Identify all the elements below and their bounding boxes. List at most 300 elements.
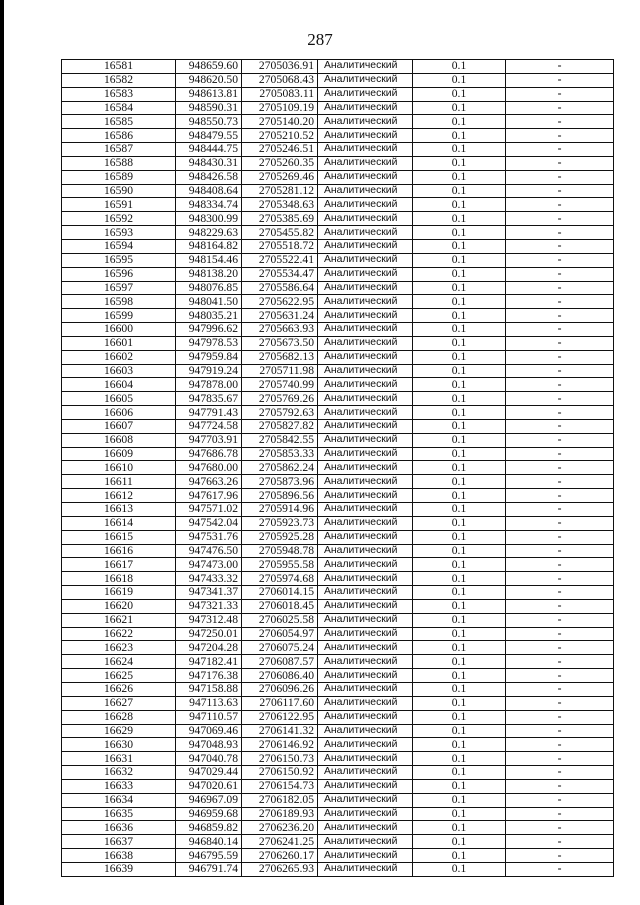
- y-coordinate-cell: 2705948.78: [242, 544, 318, 558]
- method-cell: Аналитический: [318, 226, 413, 240]
- description-cell: -: [506, 558, 614, 572]
- point-id-cell: 16630: [62, 738, 176, 752]
- accuracy-cell: 0.1: [413, 779, 506, 793]
- method-cell: Аналитический: [318, 350, 413, 364]
- accuracy-cell: 0.1: [413, 669, 506, 683]
- method-cell: Аналитический: [318, 336, 413, 350]
- accuracy-cell: 0.1: [413, 267, 506, 281]
- point-id-cell: 16635: [62, 807, 176, 821]
- y-coordinate-cell: 2706260.17: [242, 849, 318, 863]
- accuracy-cell: 0.1: [413, 613, 506, 627]
- x-coordinate-cell: 946795.59: [176, 849, 242, 863]
- y-coordinate-cell: 2705873.96: [242, 475, 318, 489]
- point-id-cell: 16588: [62, 156, 176, 170]
- method-cell: Аналитический: [318, 779, 413, 793]
- point-id-cell: 16582: [62, 73, 176, 87]
- point-id-cell: 16601: [62, 336, 176, 350]
- table-row: [62, 724, 614, 738]
- x-coordinate-cell: 947250.01: [176, 627, 242, 641]
- y-coordinate-cell: 2705518.72: [242, 239, 318, 253]
- table-row: [62, 766, 614, 780]
- accuracy-cell: 0.1: [413, 696, 506, 710]
- method-cell: Аналитический: [318, 682, 413, 696]
- method-cell: Аналитический: [318, 87, 413, 101]
- x-coordinate-cell: 947113.63: [176, 696, 242, 710]
- point-id-cell: 16612: [62, 489, 176, 503]
- description-cell: -: [506, 419, 614, 433]
- table-row: [62, 558, 614, 572]
- accuracy-cell: 0.1: [413, 447, 506, 461]
- method-cell: Аналитический: [318, 406, 413, 420]
- point-id-cell: 16607: [62, 419, 176, 433]
- table-row: [62, 710, 614, 724]
- description-cell: -: [506, 627, 614, 641]
- method-cell: Аналитический: [318, 281, 413, 295]
- table-row: [62, 475, 614, 489]
- accuracy-cell: 0.1: [413, 323, 506, 337]
- accuracy-cell: 0.1: [413, 682, 506, 696]
- x-coordinate-cell: 947542.04: [176, 516, 242, 530]
- page-number: 287: [307, 30, 333, 49]
- table-row: [62, 807, 614, 821]
- coordinates-table-container: [61, 59, 613, 877]
- description-cell: -: [506, 129, 614, 143]
- accuracy-cell: 0.1: [413, 281, 506, 295]
- method-cell: Аналитический: [318, 309, 413, 323]
- table-row: [62, 447, 614, 461]
- y-coordinate-cell: 2706150.73: [242, 752, 318, 766]
- table-row: [62, 267, 614, 281]
- description-cell: -: [506, 295, 614, 309]
- accuracy-cell: 0.1: [413, 101, 506, 115]
- y-coordinate-cell: 2705140.20: [242, 115, 318, 129]
- table-row: [62, 613, 614, 627]
- point-id-cell: 16609: [62, 447, 176, 461]
- table-row: [62, 212, 614, 226]
- method-cell: Аналитический: [318, 530, 413, 544]
- description-cell: -: [506, 613, 614, 627]
- table-row: [62, 793, 614, 807]
- x-coordinate-cell: 947176.38: [176, 669, 242, 683]
- method-cell: Аналитический: [318, 766, 413, 780]
- method-cell: Аналитический: [318, 572, 413, 586]
- x-coordinate-cell: 947433.32: [176, 572, 242, 586]
- accuracy-cell: 0.1: [413, 198, 506, 212]
- method-cell: Аналитический: [318, 738, 413, 752]
- accuracy-cell: 0.1: [413, 627, 506, 641]
- x-coordinate-cell: 946859.82: [176, 821, 242, 835]
- point-id-cell: 16583: [62, 87, 176, 101]
- accuracy-cell: 0.1: [413, 849, 506, 863]
- y-coordinate-cell: 2706117.60: [242, 696, 318, 710]
- method-cell: Аналитический: [318, 710, 413, 724]
- accuracy-cell: 0.1: [413, 87, 506, 101]
- y-coordinate-cell: 2706025.58: [242, 613, 318, 627]
- table-row: [62, 544, 614, 558]
- table-row: [62, 779, 614, 793]
- description-cell: -: [506, 267, 614, 281]
- point-id-cell: 16610: [62, 461, 176, 475]
- description-cell: -: [506, 198, 614, 212]
- description-cell: -: [506, 87, 614, 101]
- accuracy-cell: 0.1: [413, 821, 506, 835]
- x-coordinate-cell: 947978.53: [176, 336, 242, 350]
- description-cell: -: [506, 170, 614, 184]
- x-coordinate-cell: 947617.96: [176, 489, 242, 503]
- method-cell: Аналитический: [318, 267, 413, 281]
- table-row: [62, 309, 614, 323]
- y-coordinate-cell: 2705281.12: [242, 184, 318, 198]
- method-cell: Аналитический: [318, 793, 413, 807]
- accuracy-cell: 0.1: [413, 184, 506, 198]
- point-id-cell: 16638: [62, 849, 176, 863]
- y-coordinate-cell: 2705792.63: [242, 406, 318, 420]
- point-id-cell: 16599: [62, 309, 176, 323]
- table-row: [62, 156, 614, 170]
- table-row: [62, 198, 614, 212]
- point-id-cell: 16621: [62, 613, 176, 627]
- x-coordinate-cell: 947048.93: [176, 738, 242, 752]
- description-cell: -: [506, 752, 614, 766]
- point-id-cell: 16627: [62, 696, 176, 710]
- point-id-cell: 16604: [62, 378, 176, 392]
- y-coordinate-cell: 2705622.95: [242, 295, 318, 309]
- accuracy-cell: 0.1: [413, 170, 506, 184]
- y-coordinate-cell: 2705862.24: [242, 461, 318, 475]
- method-cell: Аналитический: [318, 862, 413, 876]
- y-coordinate-cell: 2705455.82: [242, 226, 318, 240]
- accuracy-cell: 0.1: [413, 212, 506, 226]
- accuracy-cell: 0.1: [413, 738, 506, 752]
- y-coordinate-cell: 2706141.32: [242, 724, 318, 738]
- y-coordinate-cell: 2705769.26: [242, 392, 318, 406]
- description-cell: -: [506, 226, 614, 240]
- description-cell: -: [506, 766, 614, 780]
- point-id-cell: 16591: [62, 198, 176, 212]
- accuracy-cell: 0.1: [413, 475, 506, 489]
- x-coordinate-cell: 947473.00: [176, 558, 242, 572]
- point-id-cell: 16605: [62, 392, 176, 406]
- table-row: [62, 655, 614, 669]
- y-coordinate-cell: 2705348.63: [242, 198, 318, 212]
- y-coordinate-cell: 2705923.73: [242, 516, 318, 530]
- y-coordinate-cell: 2705068.43: [242, 73, 318, 87]
- x-coordinate-cell: 947204.28: [176, 641, 242, 655]
- x-coordinate-cell: 948076.85: [176, 281, 242, 295]
- y-coordinate-cell: 2706265.93: [242, 862, 318, 876]
- point-id-cell: 16616: [62, 544, 176, 558]
- method-cell: Аналитический: [318, 115, 413, 129]
- y-coordinate-cell: 2706189.93: [242, 807, 318, 821]
- y-coordinate-cell: 2706014.15: [242, 586, 318, 600]
- description-cell: -: [506, 503, 614, 517]
- description-cell: -: [506, 821, 614, 835]
- method-cell: Аналитический: [318, 364, 413, 378]
- y-coordinate-cell: 2705260.35: [242, 156, 318, 170]
- method-cell: Аналитический: [318, 655, 413, 669]
- x-coordinate-cell: 947686.78: [176, 447, 242, 461]
- method-cell: Аналитический: [318, 143, 413, 157]
- method-cell: Аналитический: [318, 433, 413, 447]
- accuracy-cell: 0.1: [413, 350, 506, 364]
- accuracy-cell: 0.1: [413, 115, 506, 129]
- method-cell: Аналитический: [318, 558, 413, 572]
- table-row: [62, 253, 614, 267]
- table-row: [62, 530, 614, 544]
- table-row: [62, 503, 614, 517]
- accuracy-cell: 0.1: [413, 489, 506, 503]
- x-coordinate-cell: 948041.50: [176, 295, 242, 309]
- method-cell: Аналитический: [318, 849, 413, 863]
- accuracy-cell: 0.1: [413, 807, 506, 821]
- description-cell: -: [506, 101, 614, 115]
- description-cell: -: [506, 710, 614, 724]
- table-row: [62, 392, 614, 406]
- table-row: [62, 862, 614, 876]
- table-row: [62, 350, 614, 364]
- table-row: [62, 752, 614, 766]
- y-coordinate-cell: 2705682.13: [242, 350, 318, 364]
- description-cell: -: [506, 239, 614, 253]
- table-row: [62, 586, 614, 600]
- table-row: [62, 572, 614, 586]
- point-id-cell: 16623: [62, 641, 176, 655]
- x-coordinate-cell: 946791.74: [176, 862, 242, 876]
- point-id-cell: 16631: [62, 752, 176, 766]
- accuracy-cell: 0.1: [413, 129, 506, 143]
- accuracy-cell: 0.1: [413, 862, 506, 876]
- method-cell: Аналитический: [318, 184, 413, 198]
- x-coordinate-cell: 948430.31: [176, 156, 242, 170]
- point-id-cell: 16624: [62, 655, 176, 669]
- y-coordinate-cell: 2706241.25: [242, 835, 318, 849]
- accuracy-cell: 0.1: [413, 835, 506, 849]
- x-coordinate-cell: 947476.50: [176, 544, 242, 558]
- description-cell: -: [506, 392, 614, 406]
- description-cell: -: [506, 835, 614, 849]
- point-id-cell: 16608: [62, 433, 176, 447]
- x-coordinate-cell: 946959.68: [176, 807, 242, 821]
- table-row: [62, 295, 614, 309]
- accuracy-cell: 0.1: [413, 724, 506, 738]
- description-cell: -: [506, 599, 614, 613]
- method-cell: Аналитический: [318, 198, 413, 212]
- point-id-cell: 16590: [62, 184, 176, 198]
- x-coordinate-cell: 948334.74: [176, 198, 242, 212]
- method-cell: Аналитический: [318, 627, 413, 641]
- point-id-cell: 16639: [62, 862, 176, 876]
- description-cell: -: [506, 696, 614, 710]
- accuracy-cell: 0.1: [413, 226, 506, 240]
- method-cell: Аналитический: [318, 447, 413, 461]
- point-id-cell: 16614: [62, 516, 176, 530]
- table-row: [62, 461, 614, 475]
- method-cell: Аналитический: [318, 461, 413, 475]
- description-cell: -: [506, 530, 614, 544]
- x-coordinate-cell: 947312.48: [176, 613, 242, 627]
- point-id-cell: 16595: [62, 253, 176, 267]
- x-coordinate-cell: 948408.64: [176, 184, 242, 198]
- accuracy-cell: 0.1: [413, 60, 506, 74]
- y-coordinate-cell: 2705663.93: [242, 323, 318, 337]
- y-coordinate-cell: 2706146.92: [242, 738, 318, 752]
- table-row: [62, 336, 614, 350]
- description-cell: -: [506, 364, 614, 378]
- method-cell: Аналитический: [318, 475, 413, 489]
- x-coordinate-cell: 948444.75: [176, 143, 242, 157]
- table-row: [62, 143, 614, 157]
- point-id-cell: 16619: [62, 586, 176, 600]
- table-row: [62, 364, 614, 378]
- description-cell: -: [506, 253, 614, 267]
- point-id-cell: 16598: [62, 295, 176, 309]
- table-row: [62, 835, 614, 849]
- description-cell: -: [506, 115, 614, 129]
- x-coordinate-cell: 947680.00: [176, 461, 242, 475]
- description-cell: -: [506, 641, 614, 655]
- accuracy-cell: 0.1: [413, 239, 506, 253]
- table-row: [62, 419, 614, 433]
- x-coordinate-cell: 947029.44: [176, 766, 242, 780]
- accuracy-cell: 0.1: [413, 752, 506, 766]
- method-cell: Аналитический: [318, 641, 413, 655]
- x-coordinate-cell: 948620.50: [176, 73, 242, 87]
- table-row: [62, 849, 614, 863]
- x-coordinate-cell: 948590.31: [176, 101, 242, 115]
- table-row: [62, 281, 614, 295]
- table-row: [62, 489, 614, 503]
- method-cell: Аналитический: [318, 503, 413, 517]
- accuracy-cell: 0.1: [413, 710, 506, 724]
- y-coordinate-cell: 2705955.58: [242, 558, 318, 572]
- x-coordinate-cell: 947919.24: [176, 364, 242, 378]
- description-cell: -: [506, 669, 614, 683]
- y-coordinate-cell: 2705385.69: [242, 212, 318, 226]
- accuracy-cell: 0.1: [413, 558, 506, 572]
- method-cell: Аналитический: [318, 516, 413, 530]
- description-cell: -: [506, 433, 614, 447]
- x-coordinate-cell: 947703.91: [176, 433, 242, 447]
- accuracy-cell: 0.1: [413, 544, 506, 558]
- x-coordinate-cell: 947878.00: [176, 378, 242, 392]
- table-row: [62, 738, 614, 752]
- description-cell: -: [506, 461, 614, 475]
- table-row: [62, 433, 614, 447]
- method-cell: Аналитический: [318, 156, 413, 170]
- table-row: [62, 669, 614, 683]
- point-id-cell: 16615: [62, 530, 176, 544]
- accuracy-cell: 0.1: [413, 766, 506, 780]
- x-coordinate-cell: 948613.81: [176, 87, 242, 101]
- point-id-cell: 16589: [62, 170, 176, 184]
- table-row: [62, 73, 614, 87]
- method-cell: Аналитический: [318, 696, 413, 710]
- x-coordinate-cell: 947724.58: [176, 419, 242, 433]
- method-cell: Аналитический: [318, 101, 413, 115]
- accuracy-cell: 0.1: [413, 599, 506, 613]
- method-cell: Аналитический: [318, 419, 413, 433]
- y-coordinate-cell: 2705914.96: [242, 503, 318, 517]
- description-cell: -: [506, 212, 614, 226]
- description-cell: -: [506, 849, 614, 863]
- point-id-cell: 16613: [62, 503, 176, 517]
- method-cell: Аналитический: [318, 752, 413, 766]
- point-id-cell: 16593: [62, 226, 176, 240]
- description-cell: -: [506, 572, 614, 586]
- accuracy-cell: 0.1: [413, 419, 506, 433]
- point-id-cell: 16611: [62, 475, 176, 489]
- table-row: [62, 599, 614, 613]
- description-cell: -: [506, 156, 614, 170]
- point-id-cell: 16596: [62, 267, 176, 281]
- method-cell: Аналитический: [318, 599, 413, 613]
- description-cell: -: [506, 184, 614, 198]
- description-cell: -: [506, 807, 614, 821]
- x-coordinate-cell: 947791.43: [176, 406, 242, 420]
- method-cell: Аналитический: [318, 295, 413, 309]
- point-id-cell: 16637: [62, 835, 176, 849]
- accuracy-cell: 0.1: [413, 586, 506, 600]
- table-row: [62, 87, 614, 101]
- method-cell: Аналитический: [318, 586, 413, 600]
- method-cell: Аналитический: [318, 253, 413, 267]
- x-coordinate-cell: 947996.62: [176, 323, 242, 337]
- coordinates-table: [61, 59, 614, 877]
- scan-edge-bar: [0, 0, 4, 905]
- accuracy-cell: 0.1: [413, 295, 506, 309]
- method-cell: Аналитический: [318, 392, 413, 406]
- method-cell: Аналитический: [318, 212, 413, 226]
- point-id-cell: 16592: [62, 212, 176, 226]
- point-id-cell: 16629: [62, 724, 176, 738]
- point-id-cell: 16587: [62, 143, 176, 157]
- description-cell: -: [506, 655, 614, 669]
- accuracy-cell: 0.1: [413, 392, 506, 406]
- point-id-cell: 16633: [62, 779, 176, 793]
- y-coordinate-cell: 2705673.50: [242, 336, 318, 350]
- description-cell: -: [506, 793, 614, 807]
- table-row: [62, 323, 614, 337]
- y-coordinate-cell: 2706096.26: [242, 682, 318, 696]
- description-cell: -: [506, 475, 614, 489]
- x-coordinate-cell: 947110.57: [176, 710, 242, 724]
- accuracy-cell: 0.1: [413, 309, 506, 323]
- description-cell: -: [506, 738, 614, 752]
- y-coordinate-cell: 2706150.92: [242, 766, 318, 780]
- point-id-cell: 16632: [62, 766, 176, 780]
- description-cell: -: [506, 73, 614, 87]
- y-coordinate-cell: 2705534.47: [242, 267, 318, 281]
- point-id-cell: 16603: [62, 364, 176, 378]
- accuracy-cell: 0.1: [413, 253, 506, 267]
- accuracy-cell: 0.1: [413, 516, 506, 530]
- table-row: [62, 239, 614, 253]
- table-row: [62, 627, 614, 641]
- description-cell: -: [506, 724, 614, 738]
- x-coordinate-cell: 948035.21: [176, 309, 242, 323]
- description-cell: -: [506, 60, 614, 74]
- x-coordinate-cell: 948659.60: [176, 60, 242, 74]
- y-coordinate-cell: 2705711.98: [242, 364, 318, 378]
- y-coordinate-cell: 2705853.33: [242, 447, 318, 461]
- point-id-cell: 16606: [62, 406, 176, 420]
- table-row: [62, 821, 614, 835]
- table-body: [62, 60, 614, 877]
- table-row: [62, 170, 614, 184]
- accuracy-cell: 0.1: [413, 503, 506, 517]
- y-coordinate-cell: 2705586.64: [242, 281, 318, 295]
- method-cell: Аналитический: [318, 669, 413, 683]
